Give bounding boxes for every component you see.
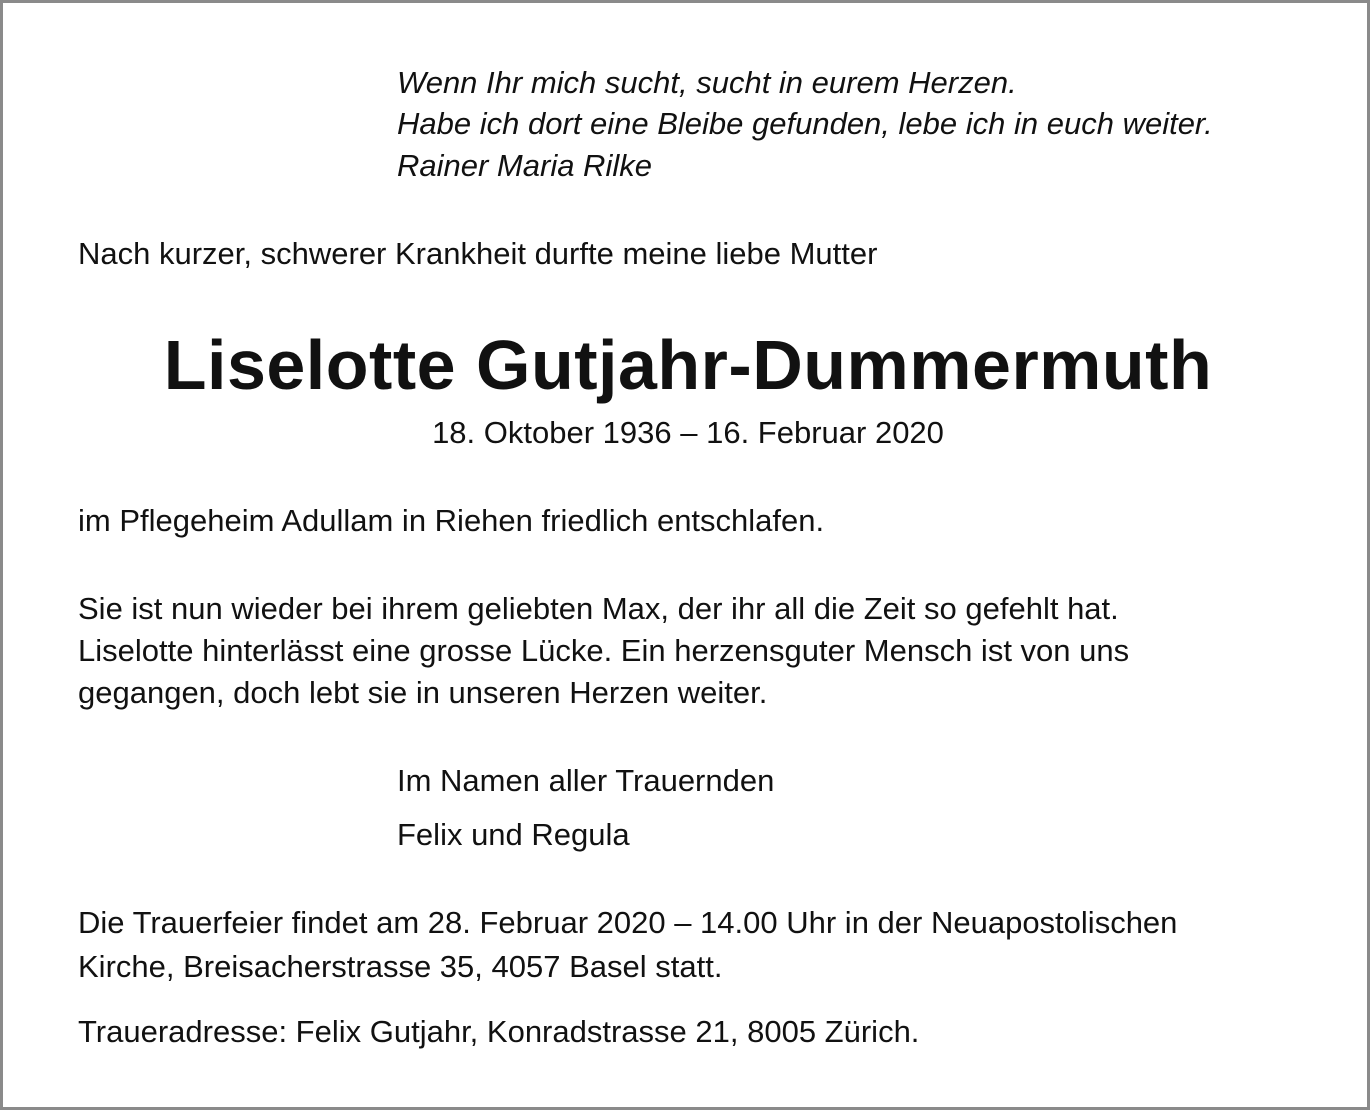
tribute-line-2: Liselotte hinterlässt eine grosse Lücke. Ein herzensguter Mensch ist von uns [78, 633, 1130, 668]
ceremony-line-1: Die Trauerfeier findet am 28. Februar 2020 – 14.00 Uhr in der Neuapostolischen [78, 905, 1178, 940]
tribute-line-1: Sie ist nun wieder bei ihrem geliebten Max, der ihr all die Zeit so gefehlt hat. [78, 591, 1119, 626]
place-text: im Pflegeheim Adullam in Riehen friedlich entschlafen. [78, 503, 825, 538]
ceremony-line-2: Kirche, Breisacherstrasse 35, 4057 Basel statt. [78, 949, 723, 984]
signature-line-2: Felix und Regula [397, 817, 630, 852]
tribute-line-3: gegangen, doch lebt sie in unseren Herzen weiter. [78, 675, 768, 710]
quote-author: Rainer Maria Rilke [397, 148, 652, 183]
quote-line-2: Habe ich dort eine Bleibe gefunden, lebe ich in euch weiter. [397, 106, 1213, 141]
life-dates: 18. Oktober 1936 – 16. Februar 2020 [432, 415, 944, 450]
mourning-address: Traueradresse: Felix Gutjahr, Konradstrasse 21, 8005 Zürich. [78, 1014, 920, 1049]
intro-text: Nach kurzer, schwerer Krankheit durfte meine liebe Mutter [78, 236, 878, 271]
quote-line-1: Wenn Ihr mich sucht, sucht in eurem Herzen. [397, 65, 1017, 100]
deceased-name: Liselotte Gutjahr-Dummermuth [163, 326, 1213, 404]
signature-line-1: Im Namen aller Trauernden [397, 763, 775, 798]
